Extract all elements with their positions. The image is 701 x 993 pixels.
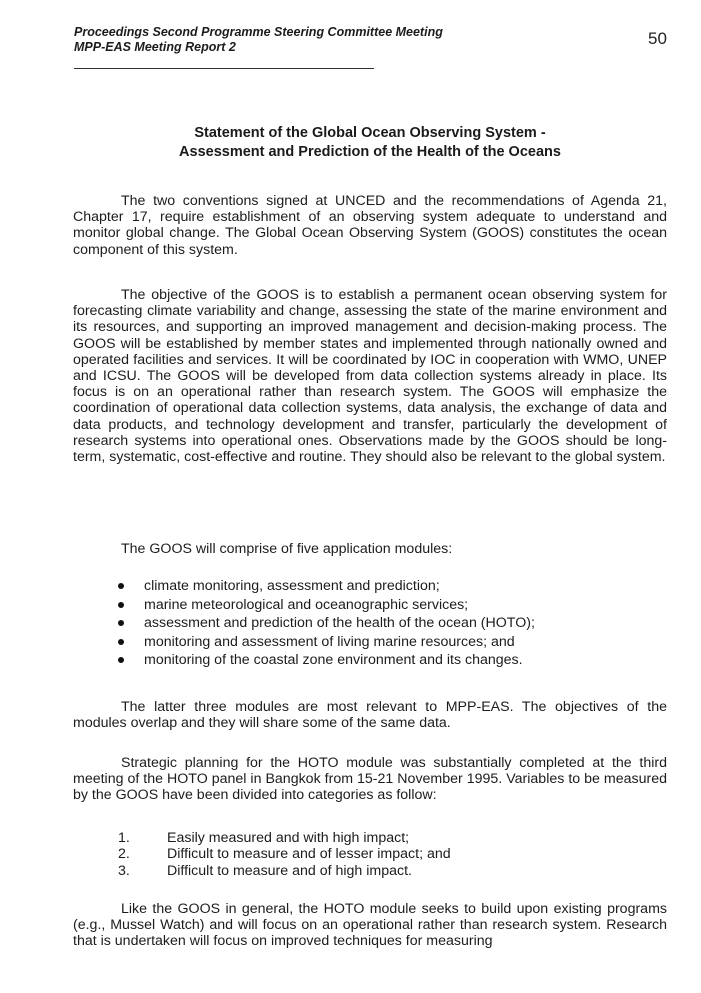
- paragraph-strategic-planning: [73, 755, 667, 804]
- modules-intro: The GOOS will comprise of five application modules:: [121, 541, 453, 557]
- list-item: [118, 863, 451, 879]
- header-divider: [74, 68, 374, 69]
- list-item-text: assessment and prediction of the health of the ocean (HOTO);: [144, 615, 535, 631]
- list-item-text: Difficult to measure and of high impact.: [167, 862, 412, 879]
- paragraph-text: The two conventions signed at UNCED and the recommendations of Agenda 21, Chapter 17, require establishment of an observing system adequate to understand and monitor global change. The Global Ocean Observing System (GOOS) constitutes the ocean component of this system.: [73, 193, 667, 258]
- list-item-text: climate monitoring, assessment and prediction;: [144, 578, 440, 594]
- header-proceedings-title: Proceedings Second Programme Steering Committee Meeting: [74, 25, 443, 39]
- paragraph-text: The latter three modules are most relevant to MPP-EAS. The objectives of the modules overlap and they will share some of the same data.: [73, 699, 667, 732]
- bullet-icon: [118, 639, 124, 645]
- list-item-text: monitoring and assessment of living marine resources; and: [144, 633, 515, 650]
- list-number: 3.: [118, 862, 130, 879]
- modules-list: [118, 577, 535, 670]
- header-report-title: MPP-EAS Meeting Report 2: [74, 40, 236, 54]
- bullet-icon: [118, 602, 124, 608]
- list-item-text: Easily measured and with high impact;: [167, 830, 410, 846]
- title-line-1: Statement of the Global Ocean Observing System -: [194, 125, 546, 141]
- list-number: 2.: [118, 846, 130, 863]
- list-item: [118, 846, 451, 862]
- title-line-2: Assessment and Prediction of the Health of the Oceans: [179, 144, 561, 160]
- bullet-icon: [118, 620, 124, 626]
- list-item: [118, 651, 535, 670]
- paragraph-text: Strategic planning for the HOTO module was substantially completed at the third meeting of the HOTO panel in Bangkok from 15-21 November 1995. Variables to be measured by the GOOS have been divided into categories as follow:: [73, 755, 667, 804]
- list-item: [118, 633, 535, 652]
- paragraph-text: Like the GOOS in general, the HOTO module seeks to build upon existing programs (e.g., Mussel Watch) and will focus on an operational rather than research system. Research that is undertaken will focus on improved techniques for measuring: [73, 901, 667, 950]
- paragraph-text: The objective of the GOOS is to establish a permanent ocean observing system for forecasting climate variability and change, assessing the state of the marine environment and its resources, and supporting an improved management and decision-making process. The GOOS will be established by member states and implemented through nationally owned and operated facilities and services. It will be coordinated by IOC in cooperation with WMO, UNEP and ICSU. The GOOS will be developed from data collection systems already in place. Its focus is on an operational rather than research system. The GOOS will emphasize the coordination of operational data collection systems, data analysis, the exchange of data and data products, and technology development and transfer, particularly the development of research systems into operational ones. Observations made by the GOOS should be long-term, systematic, cost-effective and routine. They should also be relevant to the global system.: [73, 287, 667, 466]
- list-item: [118, 614, 535, 633]
- list-item-text: monitoring of the coastal zone environment and its changes.: [144, 652, 523, 668]
- categories-list: [118, 830, 451, 879]
- list-item-text: Difficult to measure and of lesser impact; and: [167, 846, 451, 863]
- running-header: [74, 25, 443, 55]
- list-item: [118, 577, 535, 596]
- list-item-text: marine meteorological and oceanographic services;: [144, 596, 469, 613]
- paragraph-hoto-module: [73, 901, 667, 950]
- bullet-icon: [118, 657, 124, 663]
- bullet-icon: [118, 583, 124, 589]
- list-item: [118, 830, 451, 846]
- section-title: [100, 124, 640, 162]
- paragraph-goos-objective: [73, 287, 667, 465]
- list-number: 1.: [118, 830, 130, 846]
- list-item: [118, 596, 535, 615]
- paragraph-latter-modules: [73, 699, 667, 731]
- paragraph-unced: [73, 193, 667, 258]
- page-number: 50: [648, 29, 667, 48]
